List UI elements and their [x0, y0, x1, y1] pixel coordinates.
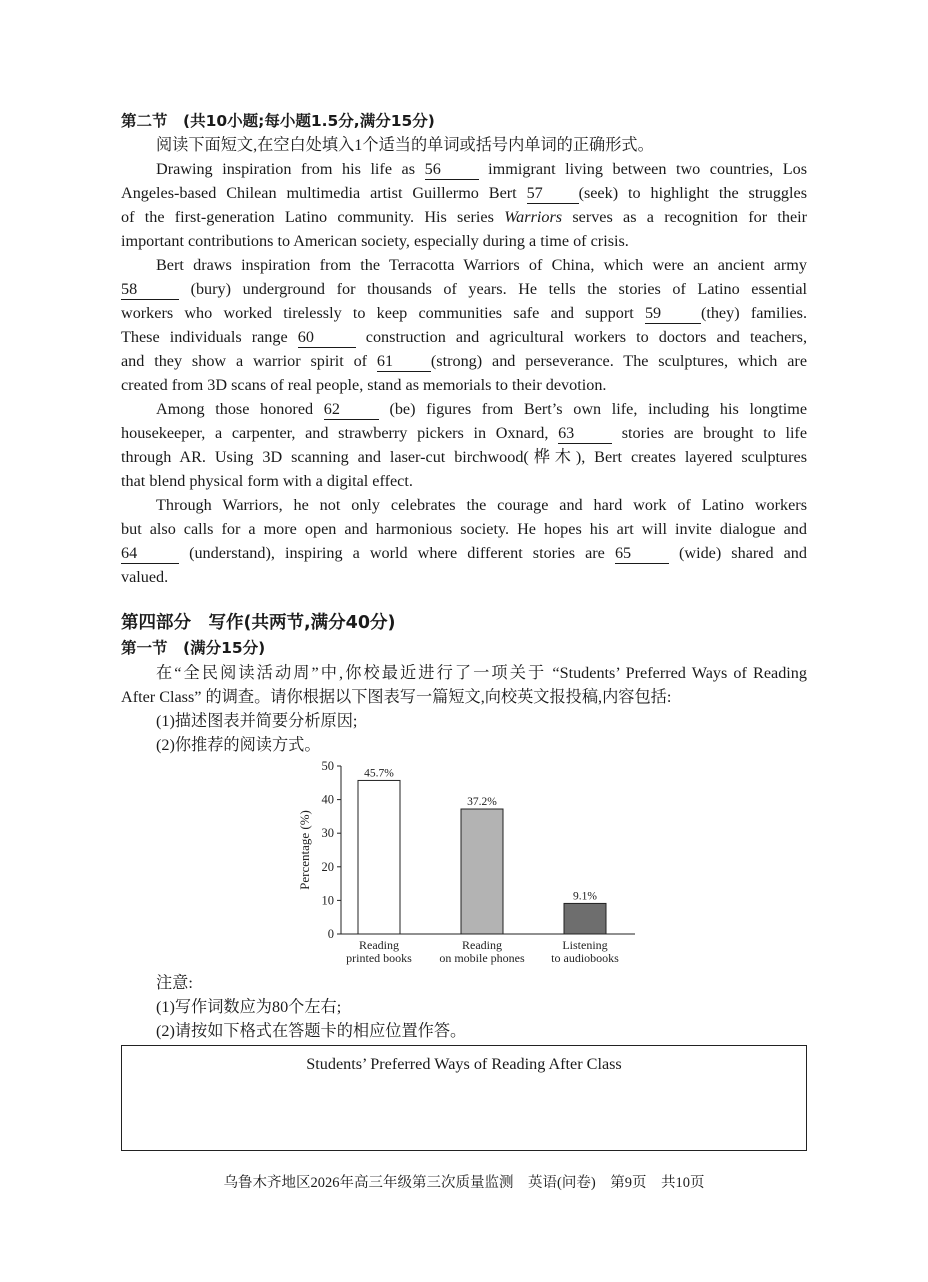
bar-chart — [290, 756, 650, 971]
answer-box[interactable] — [121, 1045, 807, 1151]
passage-line: 58 (bury) underground for thousands of years. He tells the stories of Latino essential — [121, 280, 807, 298]
passage-line: created from 3D scans of real people, stand as memorials to their devotion. — [121, 376, 607, 394]
task-text: 在“全民阅读活动周”中,你校最近进行了一项关于 “Students’ Preferred Ways of Reading — [156, 664, 807, 682]
x-tick-label: on mobile phones — [439, 951, 525, 965]
x-tick-label: Listening — [562, 938, 608, 952]
passage-line: but also calls for a more open and harmonious society. He hopes his art will invite dialogue and — [121, 520, 807, 538]
passage-line: These individuals range 60 construction and agricultural workers to doctors and teachers, — [121, 328, 808, 346]
passage-line: Drawing inspiration from his life as 56 immigrant living between two countries, Los — [156, 160, 808, 178]
note-item: (2)请按如下格式在答题卡的相应位置作答。 — [156, 1022, 467, 1040]
passage-line: through AR. Using 3D scanning and laser-cut birchwood(桦木), Bert creates layered sculptures — [121, 448, 807, 466]
blank-61[interactable]: 61 — [377, 352, 431, 372]
bar — [564, 903, 606, 934]
blank-60[interactable]: 60 — [298, 328, 356, 348]
passage-line: 64 (understand), inspiring a world where different stories are 65 (wide) shared and — [121, 544, 807, 562]
passage-line: Angeles-based Chilean multimedia artist Guillermo Bert 57 (seek) to highlight the struggles — [121, 184, 807, 202]
x-tick-label: Reading — [462, 938, 502, 952]
blank-59[interactable]: 59 — [645, 304, 701, 324]
note-title: 注意: — [156, 974, 193, 992]
blank-58[interactable]: 58 — [121, 280, 179, 300]
passage-line: Among those honored 62 (be) figures from Bert’s own life, including his longtime — [156, 400, 807, 418]
page-footer: 乌鲁木齐地区2026年高三年级第三次质量监测 英语(问卷) 第9页 共10页 — [223, 1175, 705, 1191]
bar-value-label: 9.1% — [573, 890, 597, 903]
blank-56[interactable]: 56 — [425, 160, 479, 180]
task-item: (1)描述图表并简要分析原因; — [156, 712, 358, 730]
blank-64[interactable]: 64 — [121, 544, 179, 564]
passage-line: Through Warriors, he not only celebrates the courage and hard work of Latino workers — [156, 496, 807, 514]
passage-line: housekeeper, a carpenter, and strawberry pickers in Oxnard, 63 stories are brought to life — [121, 424, 808, 442]
y-tick-label: 50 — [321, 759, 334, 773]
passage-line: valued. — [121, 568, 169, 586]
series-title: Warriors — [504, 208, 563, 226]
y-tick-label: 20 — [321, 859, 334, 874]
x-tick-label: Reading — [359, 938, 399, 952]
passage-line: important contributions to American society, especially during a time of crisis. — [121, 232, 629, 250]
task-item: (2)你推荐的阅读方式。 — [156, 736, 321, 754]
section-heading: 第二节 (共10小题;每小题1.5分,满分15分) — [121, 112, 435, 130]
note-item: (1)写作词数应为80个左右; — [156, 998, 342, 1016]
passage-line: and they show a warrior spirit of 61 (strong) and perseverance. The sculptures, which are — [121, 352, 807, 370]
instruction-text: 阅读下面短文,在空白处填入1个适当的单词或括号内单词的正确形式。 — [156, 136, 654, 154]
blank-65[interactable]: 65 — [615, 544, 669, 564]
y-tick-label: 30 — [321, 826, 334, 841]
passage-line: Bert draws inspiration from the Terracotta Warriors of China, which were an ancient army — [156, 256, 807, 274]
bar-value-label: 45.7% — [364, 767, 394, 780]
blank-57[interactable]: 57 — [527, 184, 579, 204]
x-tick-label: printed books — [346, 951, 412, 965]
passage-line: that blend physical form with a digital effect. — [121, 472, 413, 490]
bar-value-label: 37.2% — [467, 796, 497, 809]
answer-box-title: Students’ Preferred Ways of Reading After Class — [306, 1055, 622, 1073]
bar — [461, 809, 503, 934]
blank-63[interactable]: 63 — [558, 424, 612, 444]
task-text: After Class” 的调查。请你根据以下图表写一篇短文,向校英文报投稿,内容包括: — [121, 688, 672, 706]
part-heading: 第四部分 写作(共两节,满分40分) — [121, 613, 396, 633]
y-tick-label: 40 — [321, 792, 334, 807]
blank-62[interactable]: 62 — [324, 400, 379, 420]
bar — [358, 780, 400, 934]
passage-line: workers who worked tirelessly to keep communities safe and support 59 (they) families. — [121, 304, 808, 322]
x-tick-label: to audiobooks — [551, 951, 619, 965]
sub-heading: 第一节 (满分15分) — [121, 639, 266, 657]
y-tick-label: 0 — [327, 927, 334, 941]
y-axis-label: Percentage (%) — [297, 810, 312, 890]
passage-line: of the first-generation Latino community. His series Warriors serves as a recognition for their — [121, 208, 808, 226]
y-tick-label: 10 — [321, 893, 334, 908]
